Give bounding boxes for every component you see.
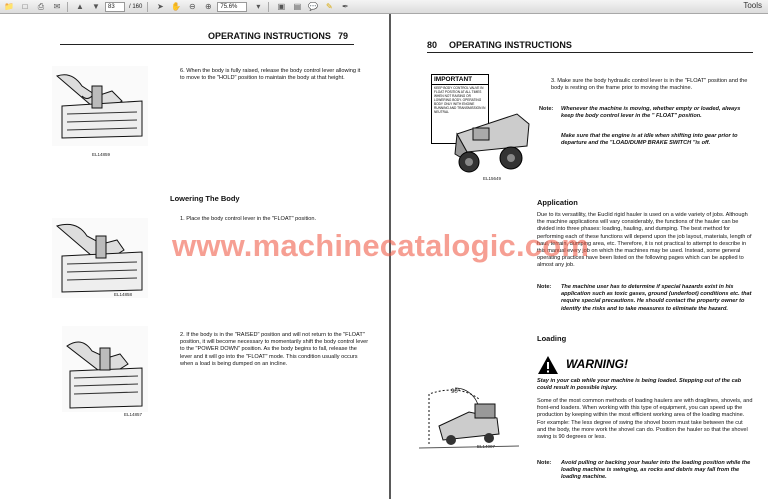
left-header-title: OPERATING INSTRUCTIONS: [208, 31, 331, 41]
header-rule: [427, 52, 753, 53]
note-3-text: Avoid pulling or backing your hauler into the loading position while the loading machine is swinging, as rocks and debris may fall from the loading machine.: [561, 460, 751, 481]
hand-tool-icon[interactable]: ✋: [171, 2, 182, 11]
hauler-truck-illustration: [447, 94, 533, 176]
loading-text: Some of the most common methods of loading haulers are with draglines, shovels, and front-end loaders. When working with this type of equipment, you can speed up the production by keeping within the most efficient working area of the loading machine. For example: The less degree of swing the shovel boom must take between the cut and the body, the more work the shovel can do. Position the hauler so that the shovel swing is 90 degrees or less.: [537, 398, 753, 441]
application-text: Due to its versatility, the Euclid rigid hauler is used on a wide variety of jobs. Although the machine applications will vary considerably, the functions of the hauler can be divided into three phases: loading, hauling, and dumping. The best method for performing each of these functions will depend upon the job layout, materials, length of haul, terrain, dumping area, etc. Therefore, it is not practical to attempt to describe in this manual every job on which the machines may be used. Instead, some general operating practices have been listed on the following pages which can be applied to almost any job.: [537, 212, 752, 269]
application-heading: Application: [537, 198, 578, 207]
zoom-level-input[interactable]: 75.6%: [217, 2, 247, 12]
lowering-heading: Lowering The Body: [170, 194, 240, 203]
fit-width-icon[interactable]: ▤: [293, 2, 302, 11]
open-folder-icon[interactable]: 📁: [4, 2, 14, 11]
save-icon[interactable]: □: [22, 2, 28, 11]
print-icon[interactable]: ⎙: [37, 1, 45, 11]
figure-caption-3: EL14857: [124, 412, 143, 417]
right-page-number: 80: [427, 40, 438, 50]
warning-triangle-icon: [537, 355, 559, 375]
figure-hauler-truck: [447, 94, 533, 176]
figure-shovel-loading: [419, 374, 519, 450]
select-cursor-icon[interactable]: ➤: [157, 2, 164, 11]
zoom-in-icon[interactable]: ⊕: [205, 2, 212, 11]
angle-label: 90°: [451, 389, 461, 395]
figure-caption-2: EL14858: [114, 292, 133, 297]
pdf-toolbar: [0, 0, 768, 14]
power-down-illustration: [62, 326, 148, 412]
page-up-icon[interactable]: ▲: [76, 2, 84, 11]
left-page-number: 79: [338, 31, 349, 41]
note-2-text: The machine user has to determine if special hazards exist in his application such as toxic gases, ground (underfoot) conditions etc. that require special precautions. He should contact the property owner to identify the risks and to take measures to eliminate the hazard.: [561, 284, 752, 312]
tools-menu[interactable]: Tools: [743, 1, 762, 10]
right-header-title: OPERATING INSTRUCTIONS: [449, 40, 572, 50]
step-6-text: 6. When the body is fully raised, release the body control lever allowing it to move to the "HOLD" position to maintain the body at that height.: [180, 68, 361, 82]
figure-caption-shovel: EL14007: [477, 444, 496, 449]
note-1-label: Note:: [539, 106, 554, 112]
comment-icon[interactable]: 💬: [308, 2, 319, 11]
important-text: KEEP BODY CONTROL VALVE IN FLOAT POSITION AT ALL TIMES WHEN NOT RAISING OR LOWERING BODY. OPERATING BODY ONLY WITH ENGINE RUNNING AND TRANSMISSION IN NEUTRAL: [434, 86, 486, 114]
toolbar-separator: [268, 2, 269, 12]
watermark: www.machinecatalogic.com: [172, 228, 590, 263]
warning-text: Stay in your cab while your machine is being loaded. Stepping out of the cab could result in possible injury.: [537, 378, 742, 392]
header-rule: [60, 44, 354, 45]
sign-icon[interactable]: ✒: [342, 2, 349, 11]
figure-caption-1: EL14859: [92, 152, 111, 157]
page-number-input[interactable]: 83: [105, 2, 125, 12]
fit-page-icon[interactable]: ▣: [277, 2, 286, 11]
note-1-text: Whenever the machine is moving, whether empty or loaded, always keep the body control lever in the " FLOAT" position.: [561, 106, 741, 120]
email-icon[interactable]: ✉: [53, 2, 61, 11]
float-position-illustration: [52, 218, 148, 298]
page-total: / 160: [129, 3, 143, 10]
figure-float-position: [52, 218, 148, 298]
zoom-out-icon[interactable]: ⊖: [189, 2, 196, 11]
shovel-loading-illustration: [419, 374, 519, 450]
note-1-text-2: Make sure that the engine is at idle when shifting into gear prior to departure and the "LOAD/DUMP BRAKE SWITCH "is off.: [561, 133, 738, 147]
loading-heading: Loading: [537, 334, 567, 343]
note-3-label: Note:: [537, 460, 552, 466]
important-title: IMPORTANT: [432, 75, 488, 85]
zoom-dropdown-icon[interactable]: ▾: [256, 2, 261, 11]
warning-title: WARNING!: [566, 357, 628, 371]
step-2-text: 2. If the body is in the "RAISED" position and will not return to the "FLOAT" position, it will become necessary to momentarily shift the body control lever to the "POWER DOWN" position. As the body begins to fall, release the lever and it will go into the "FLOAT" mode. This condition usually occurs when a load is being dumped on an incline.: [180, 332, 369, 367]
figure-power-down: [62, 326, 148, 412]
figure-caption-hauler: EL15649: [483, 176, 502, 181]
toolbar-separator: [147, 2, 148, 12]
figure-body-raised: [52, 66, 148, 146]
page-down-icon[interactable]: ▼: [92, 2, 100, 11]
toolbar-separator: [67, 2, 68, 12]
step-1-text: 1. Place the body control lever in the "FLOAT" position.: [180, 216, 317, 222]
body-raised-illustration: [52, 66, 148, 146]
note-2-label: Note:: [537, 284, 552, 290]
step-3-text: 3. Make sure the body hydraulic control lever is in the "FLOAT" position and the body is resting on the frame prior to moving the machine.: [551, 78, 748, 92]
highlight-icon[interactable]: ✎: [326, 2, 333, 11]
